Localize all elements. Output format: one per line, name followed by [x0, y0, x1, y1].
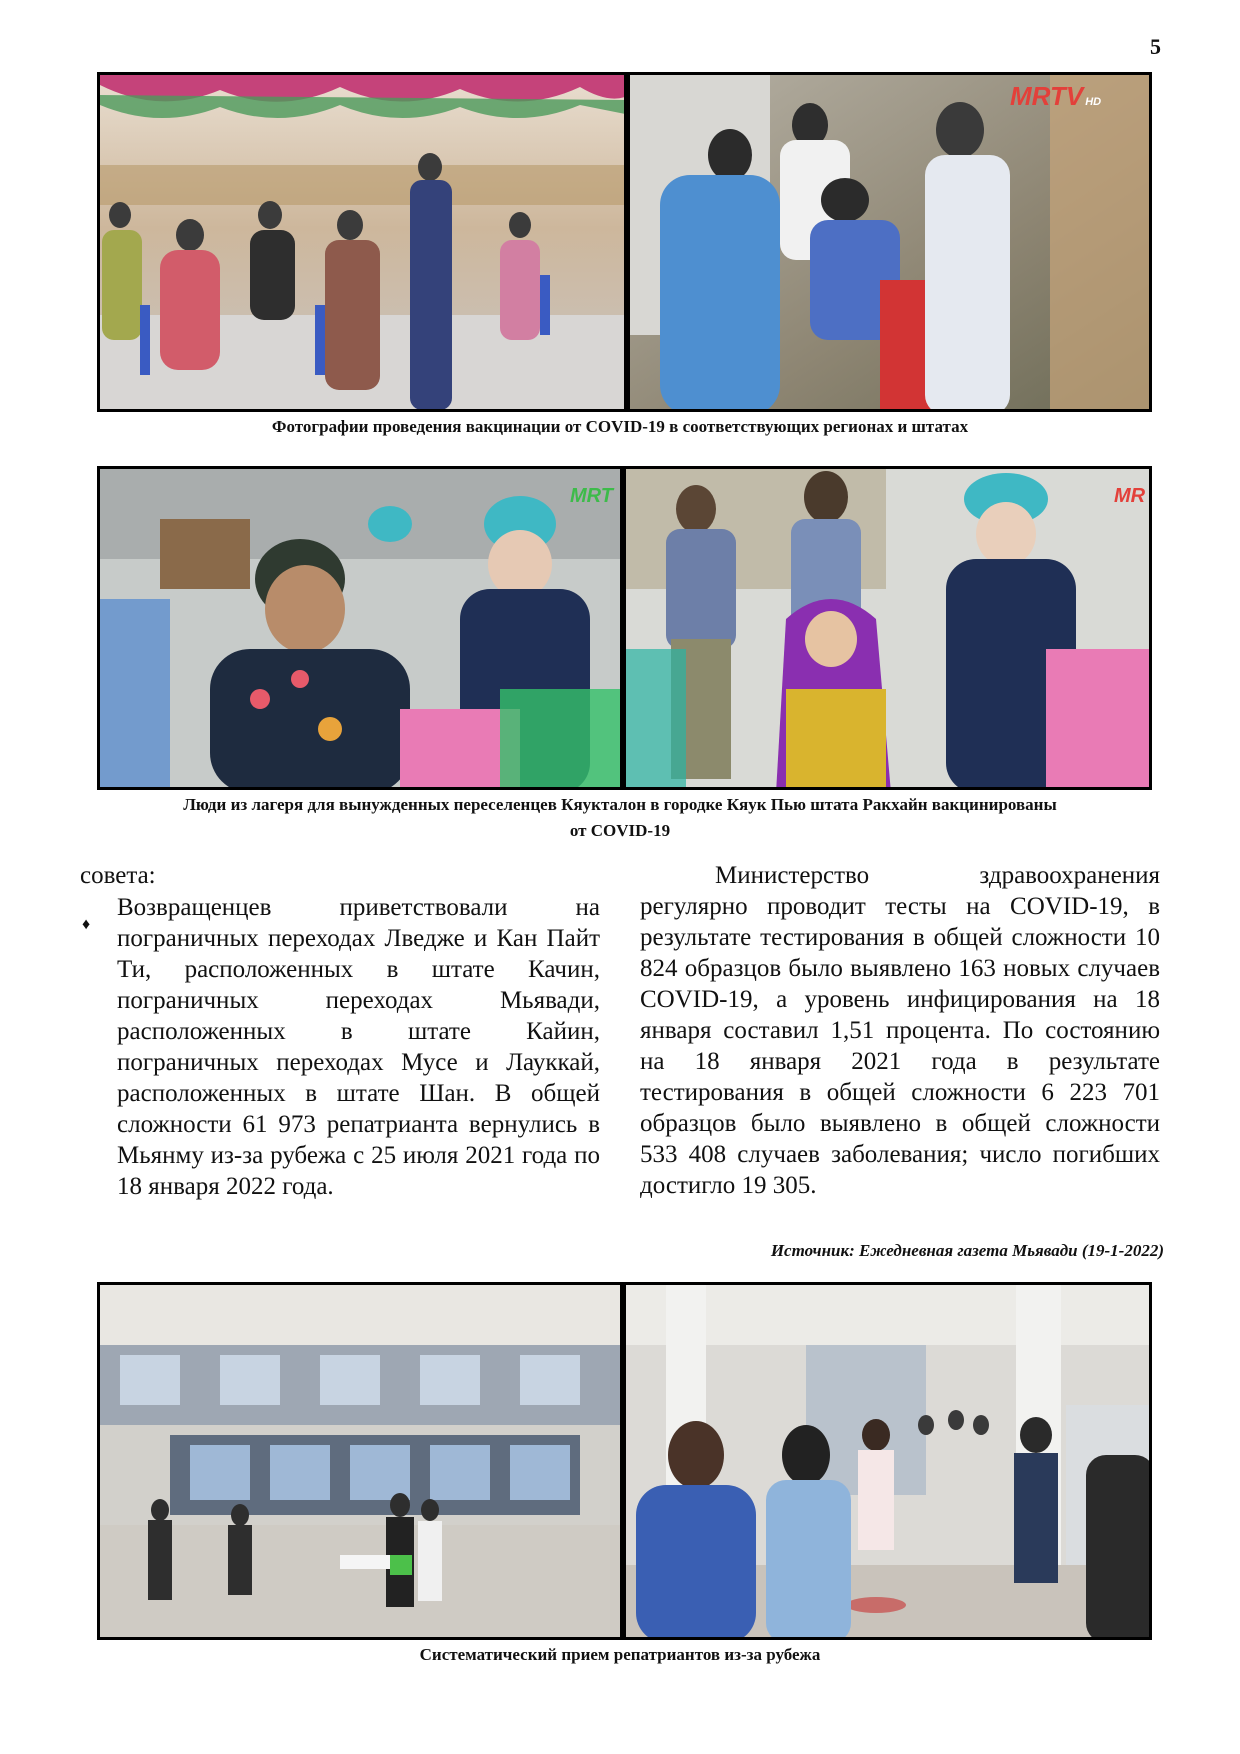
photo-vaccination-hall-image [100, 75, 627, 412]
caption-2-line-2: от COVID-19 [569, 821, 671, 840]
photo-idp-camp-1 [97, 466, 623, 790]
left-intro: совета: [80, 862, 156, 889]
mrt-logo-1: MRT [570, 485, 613, 507]
left-bullet-text: Возвращенцев приветствовали на пограничных переходах Лведже и Кан Пайт Ти, расположенных в штате Качин, пограничных переходах Мьявади, расположенных в штате Кайин, пограничных переходах Мусе и Лауккай, расположенных в штате Шан. В общей сложности 61 973 репатрианта вернулись в Мьянму из-за рубежа с 25 июля 2021 года по 18 января 2022 года. [117, 894, 600, 1200]
photo-border-hall [97, 1282, 623, 1640]
caption-3: Систематический прием репатриантов из-за рубежа [419, 1645, 821, 1664]
right-paragraph: Министерство здравоохранения регулярно проводит тесты на COVID-19, в результате тестирования в общей сложности 10 824 образцов было выявлено 163 новых случаев COVID-19, а уровень инфицирования на 18 января составил 1,51 процента. По состоянию на 18 января 2021 года в результате тестирования в общей сложности 6 223 701 образцов было выявлено в общей сложности 533 408 случаев заболевания; число погибших достигло 19 305. [640, 862, 1160, 1199]
mr-logo-2: MR [1114, 485, 1146, 507]
caption-2 [70, 792, 1170, 844]
bullet-diamond-icon: ♦ [82, 916, 91, 933]
photo-repatriants-arrival-image [626, 1285, 1152, 1640]
caption-2-line-1: Люди из лагеря для вынужденных переселенцев Кяукталон в городке Кяук Пью штата Ракхайн вакцинированы [183, 795, 1057, 814]
photo-idp-camp-2-image [626, 469, 1152, 790]
mrtv-logo-text: MRTV [1010, 81, 1084, 111]
photo-vaccination-outdoors [627, 72, 1152, 412]
mrtv-logo-sub: HD [1085, 96, 1102, 108]
photo-vaccination-outdoors-image [630, 75, 1152, 412]
source-citation: Источник: Ежедневная газета Мьявади (19-1-2022) [770, 1241, 1164, 1260]
photo-row-2 [97, 466, 1152, 790]
photo-row-1 [97, 72, 1152, 412]
photo-border-hall-image [100, 1285, 623, 1640]
photo-idp-camp-1-image [100, 469, 623, 790]
mrtv-logo [1010, 81, 1101, 112]
photo-vaccination-hall [97, 72, 627, 412]
caption-1: Фотографии проведения вакцинации от COVID-19 в соответствующих регионах и штатах [271, 417, 969, 436]
page-number: 5 [1150, 34, 1161, 59]
photo-row-3 [97, 1282, 1152, 1640]
photo-idp-camp-2 [623, 466, 1152, 790]
photo-repatriants-arrival [623, 1282, 1152, 1640]
